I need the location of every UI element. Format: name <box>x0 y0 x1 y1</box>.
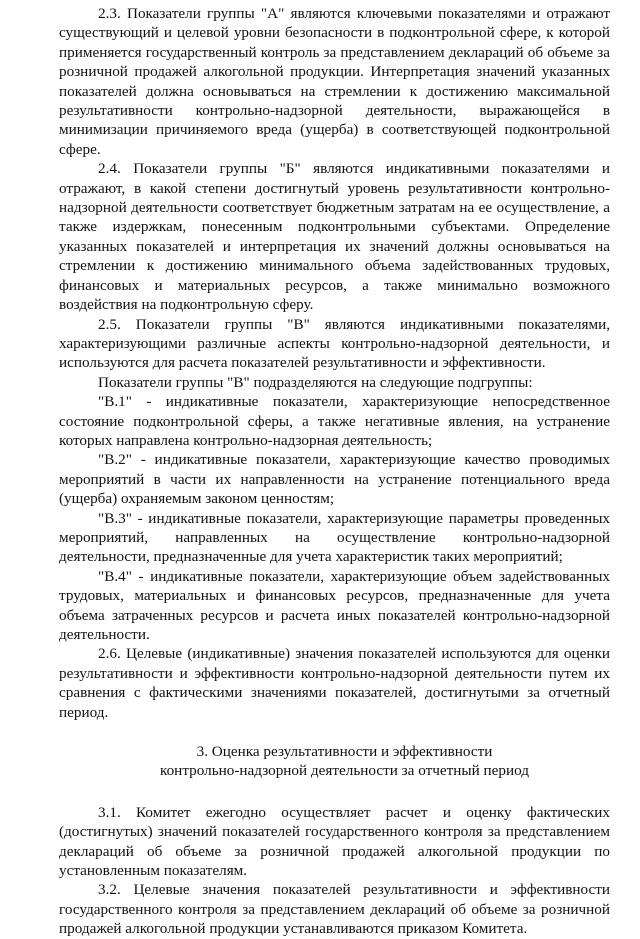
section-heading <box>59 742 610 781</box>
section-heading-line1: 3. Оценка результативности и эффективности <box>196 743 493 761</box>
paragraph-3-1: 3.1. Комитет ежегодно осуществляет расчет и оценку фактических (достигнутых) значений показателей государственного контроля за представлением деклараций об объеме за розничной продажей алкогольной продукции по установленным показателям. <box>59 803 610 880</box>
paragraph-3-2: 3.2. Целевые значения показателей результативности и эффективности государственного контроля за представлением деклараций об объеме за розничной продажей алкогольной продукции устанавливаются приказом Комитета. <box>59 881 610 938</box>
paragraph-2-4: 2.4. Показатели группы "Б" являются индикативными показателями и отражают, в какой степени достигнутый уровень результативности контрольно-надзорной деятельности соответствует бюджетным затратам на ее осуществление, а также издержкам, понесенным подконтрольными субъектами. Определение указанных показателей и интерпретация их значений должны основываться на стремлении к достижению минимального объема задействованных трудовых, финансовых и материальных ресурсов, а также минимально возможного воздействия на подконтрольную сферу. <box>59 160 610 314</box>
paragraph-subgroup-v3: "В.3" - индикативные показатели, характеризующие параметры проведенных мероприятий, направленных на осуществление контрольно-надзорной деятельности, предназначенные для учета характеристик таких мероприятий; <box>59 509 610 566</box>
paragraph-subgroup-v4: "В.4" - индикативные показатели, характеризующие объем задействованных трудовых, материальных и финансовых ресурсов, предназначенные для учета объема затраченных ресурсов и расчета иных показателей контрольно-надзорной деятельности. <box>59 567 610 643</box>
paragraph-2-3: 2.3. Показатели группы "А" являются ключевыми показателями и отражают существующий и целевой уровни безопасности в подконтрольной сфере, к которой применяется государственный контроль за представлением деклараций об объеме за розничной продажей алкогольной продукции. Интерпретация значений указанных показателей должна основываться на стремлении к достижению максимальной результативности контрольно-надзорной деятельности, выражающейся в минимизации причиняемого вреда (ущерба) в соответствующей подконтрольной сфере. <box>59 5 610 158</box>
section-heading-line2: контрольно-надзорной деятельности за отчетный период <box>159 762 529 780</box>
paragraph-2-5: 2.5. Показатели группы "В" являются индикативными показателями, характеризующими различные аспекты контрольно-надзорной деятельности, и используются для расчета показателей результативности и эффективности. <box>59 315 610 372</box>
paragraph-subgroup-v2: "В.2" - индикативные показатели, характеризующие качество проводимых мероприятий в части их направленности на устранение потенциального вреда (ущерба) охраняемым законом ценностям; <box>59 451 610 508</box>
paragraph-subgroup-v1: "В.1" - индикативные показатели, характеризующие непосредственное состояние подконтрольной сферы, а также негативные явления, на устранение которых направлена контрольно-надзорная деятельность; <box>59 393 610 449</box>
paragraph-subgroups-intro: Показатели группы "В" подразделяются на следующие подгруппы: <box>98 373 533 391</box>
paragraph-2-6: 2.6. Целевые (индикативные) значения показателей используются для оценки результативности и эффективности контрольно-надзорной деятельности путем их сравнения с фактическими значениями показателей, достигнутыми за отчетный период. <box>59 645 610 721</box>
